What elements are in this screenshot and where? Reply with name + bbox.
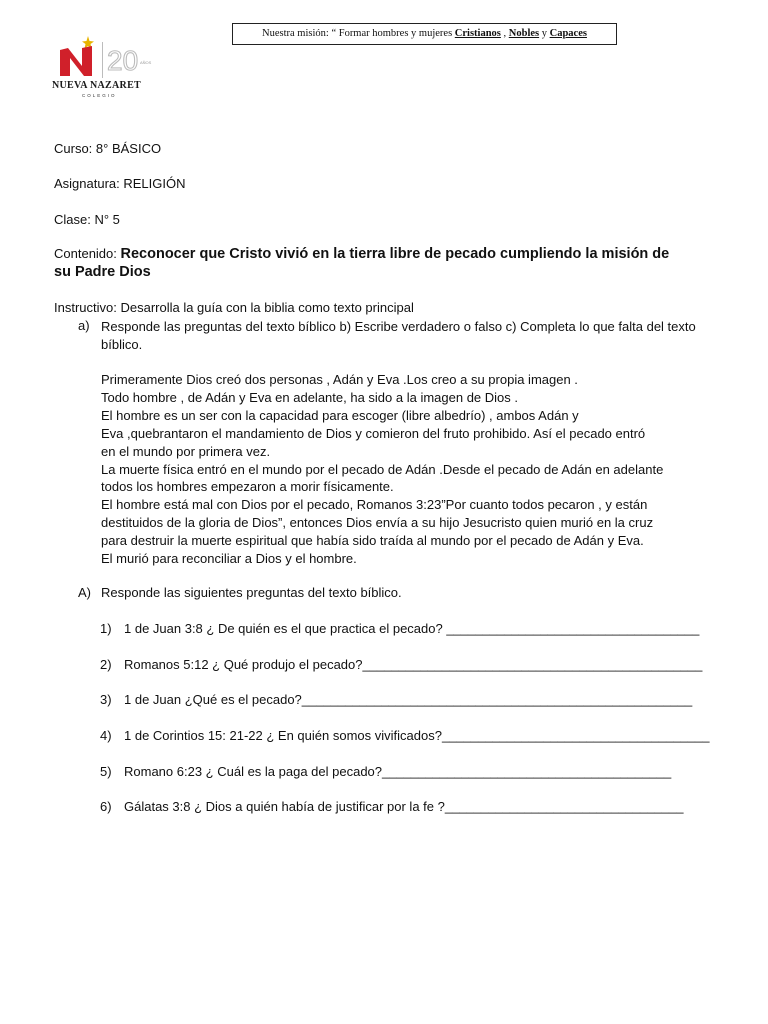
passage-line: en el mundo por primera vez.	[101, 443, 271, 459]
content-line	[54, 246, 669, 262]
question-text: Romano 6:23 ¿ Cuál es la paga del pecado?________________________________________	[124, 764, 672, 779]
question-number: 4)	[100, 728, 112, 743]
logo-divider	[102, 42, 103, 78]
mission-word-cristianos: Cristianos	[454, 28, 501, 39]
star-icon	[82, 36, 94, 49]
school-subtitle: COLEGIO	[82, 93, 117, 98]
question-row	[100, 799, 683, 814]
question-row	[100, 621, 699, 636]
passage-line: El murió para reconciliar a Dios y el hombre.	[101, 551, 357, 567]
question-text: 1 de Juan 3:8 ¿ De quién es el que practica el pecado? ___________________________________	[124, 621, 700, 636]
section-a-title: Responde las siguientes preguntas del texto bíblico.	[101, 585, 402, 600]
mission-separator: y	[539, 28, 550, 39]
question-row	[100, 657, 702, 672]
question-text: Gálatas 3:8 ¿ Dios a quién había de justificar por la fe ?_________________________________	[124, 799, 684, 814]
question-number: 3)	[100, 692, 112, 707]
anniversary-number: 20	[107, 45, 139, 76]
mission-prefix: Nuestra misión: “ Formar hombres y mujeres	[262, 28, 455, 39]
anniversary-unit: AÑOS	[140, 60, 152, 65]
school-logo	[52, 34, 156, 104]
instructions-title: Instructivo: Desarrolla la guía con la biblia como texto principal	[54, 300, 414, 315]
question-row	[100, 764, 671, 779]
school-name: NUEVA NAZARET	[52, 80, 142, 91]
question-number: 5)	[100, 764, 112, 779]
passage-line: para destruir la muerte espiritual que había sido traída al mundo por el pecado de Adán y Eva.	[101, 533, 644, 549]
passage-line: La muerte física entró en el mundo por el pecado de Adán .Desde el pecado de Adán en adelante	[101, 461, 664, 477]
mission-statement	[232, 23, 617, 45]
passage-line: Todo hombre , de Adán y Eva en adelante, ha sido a la imagen de Dios .	[101, 389, 518, 405]
question-text: 1 de Juan ¿Qué es el pecado?______________________________________________________	[124, 692, 693, 707]
mission-separator: ,	[500, 28, 509, 39]
mission-word-capaces: Capaces	[549, 28, 587, 39]
passage-line: Eva ,quebrantaron el mandamiento de Dios y comieron del fruto prohibido. Así el pecado entró	[101, 425, 646, 441]
passage-line: El hombre es un ser con la capacidad para escoger (libre albedrío) , ambos Adán y	[101, 407, 579, 423]
bible-passage	[101, 371, 731, 568]
question-number: 1)	[100, 621, 112, 636]
passage-line: El hombre está mal con Dios por el pecado, Romanos 3:23”Por cuanto todos pecaron , y están	[101, 497, 648, 513]
passage-line: destituidos de la gloria de Dios”, entonces Dios envía a su hijo Jesucristo quien murió en la cruz	[101, 515, 654, 531]
question-number: 2)	[100, 657, 112, 672]
content-text-line1: Reconocer que Cristo vivió en la tierra libre de pecado cumpliendo la misión de	[120, 246, 670, 262]
passage-line: Primeramente Dios creó dos personas , Adán y Eva .Los creo a su propia imagen .	[101, 372, 578, 387]
class-line: Clase: N° 5	[54, 212, 120, 227]
question-text: Romanos 5:12 ¿ Qué produjo el pecado?_______________________________________________	[124, 657, 703, 672]
mission-word-nobles: Nobles	[508, 28, 540, 39]
section-a-marker: A)	[78, 585, 91, 600]
question-row	[100, 728, 709, 743]
item-a-text: Responde las preguntas del texto bíblico b) Escribe verdadero o falso c) Completa lo que falta del texto bíblico.	[101, 319, 696, 352]
logo-graphic	[52, 34, 156, 80]
question-text: 1 de Corintios 15: 21-22 ¿ En quién somos vivificados?_____________________________________	[124, 728, 710, 743]
passage-line: todos los hombres empezaron a morir físicamente.	[101, 479, 394, 495]
content-text-line2: su Padre Dios	[54, 264, 151, 280]
question-row	[100, 692, 692, 707]
letter-n-icon	[60, 46, 92, 76]
question-number: 6)	[100, 799, 112, 814]
item-a-marker: a)	[78, 318, 90, 333]
content-label: Contenido:	[54, 246, 121, 261]
course-line: Curso: 8° BÁSICO	[54, 141, 162, 156]
subject-line: Asignatura: RELIGIÓN	[54, 176, 186, 191]
